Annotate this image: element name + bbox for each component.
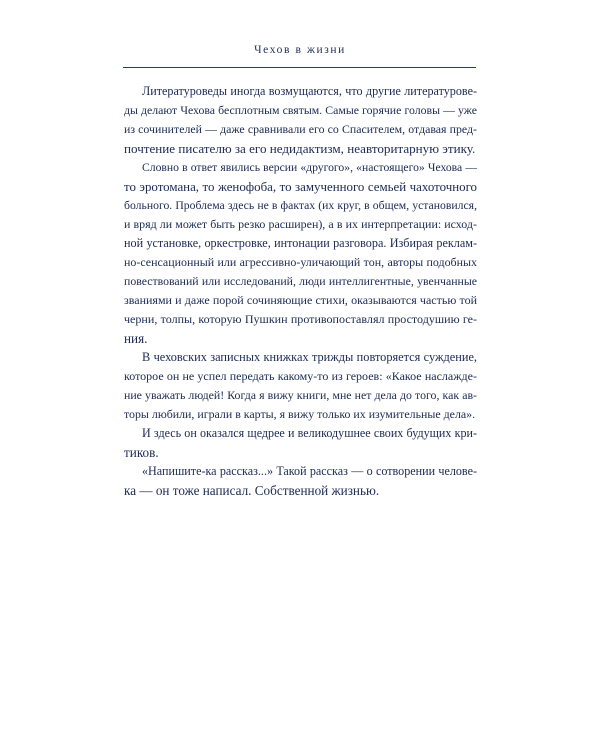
text-line: повествований или исследований, люди интеллигентные, увенчанные [124,274,477,288]
text-line: торы любили, играли в карты, я вижу только их изумительные дела». [124,407,476,421]
text-line: ка — он тоже написал. Собственной жизнью. [124,483,380,498]
text-line: «Напишите-ка рассказ...» Такой рассказ — о сотворении челове- [142,464,477,478]
text-line: почтение писателю за его недидактизм, неавторитарную этику. [124,141,476,156]
text-line: больного. Проблема здесь не в фактах (их круг, в общем, установился, [124,199,477,212]
text-line: И здесь он оказался щедрее и великодушнее своих будущих кри- [142,426,477,440]
text-line: и вряд ли может быть резко расширен), а в их интерпретации: исход- [124,217,477,231]
text-line: ной установке, оркестровке, интонации разговора. Избирая реклам- [124,236,477,250]
running-title: Чехов в жизни [254,44,346,56]
text-line: званиями и даже порой сочиняющие стихи, оказываются частью той [124,293,477,307]
text-line: тиков. [124,445,159,460]
text-line: ды делают Чехова бесплотным святым. Самые горячие головы — уже [124,103,477,117]
body-text [124,82,477,500]
text-line: из сочинителей — даже сравнивали его со Спасителем, отдавая пред- [124,122,477,136]
text-line: которое он не успел передать какому-то из героев: «Какое наслажде- [124,369,477,383]
text-line: Литературоведы иногда возмущаются, что другие литературове- [142,84,477,98]
header-rule [123,67,476,68]
text-line: В чеховских записных книжках трижды повторяется суждение, [142,350,477,364]
text-line: ния. [124,331,148,346]
text-line: то эротомана, то женофоба, то замученного семьей чахоточного [124,179,477,194]
text-line: но-сенсационный или агрессивно-уличающий тон, авторы подобных [124,255,477,269]
text-line: черни, толпы, которую Пушкин противопоставлял простодушию ге- [124,312,477,326]
text-line: Словно в ответ явились версии «другого», «настоящего» Чехова — [142,161,477,174]
text-line: ние уважать людей! Когда я вижу книги, мне нет дела до того, как ав- [124,388,477,402]
